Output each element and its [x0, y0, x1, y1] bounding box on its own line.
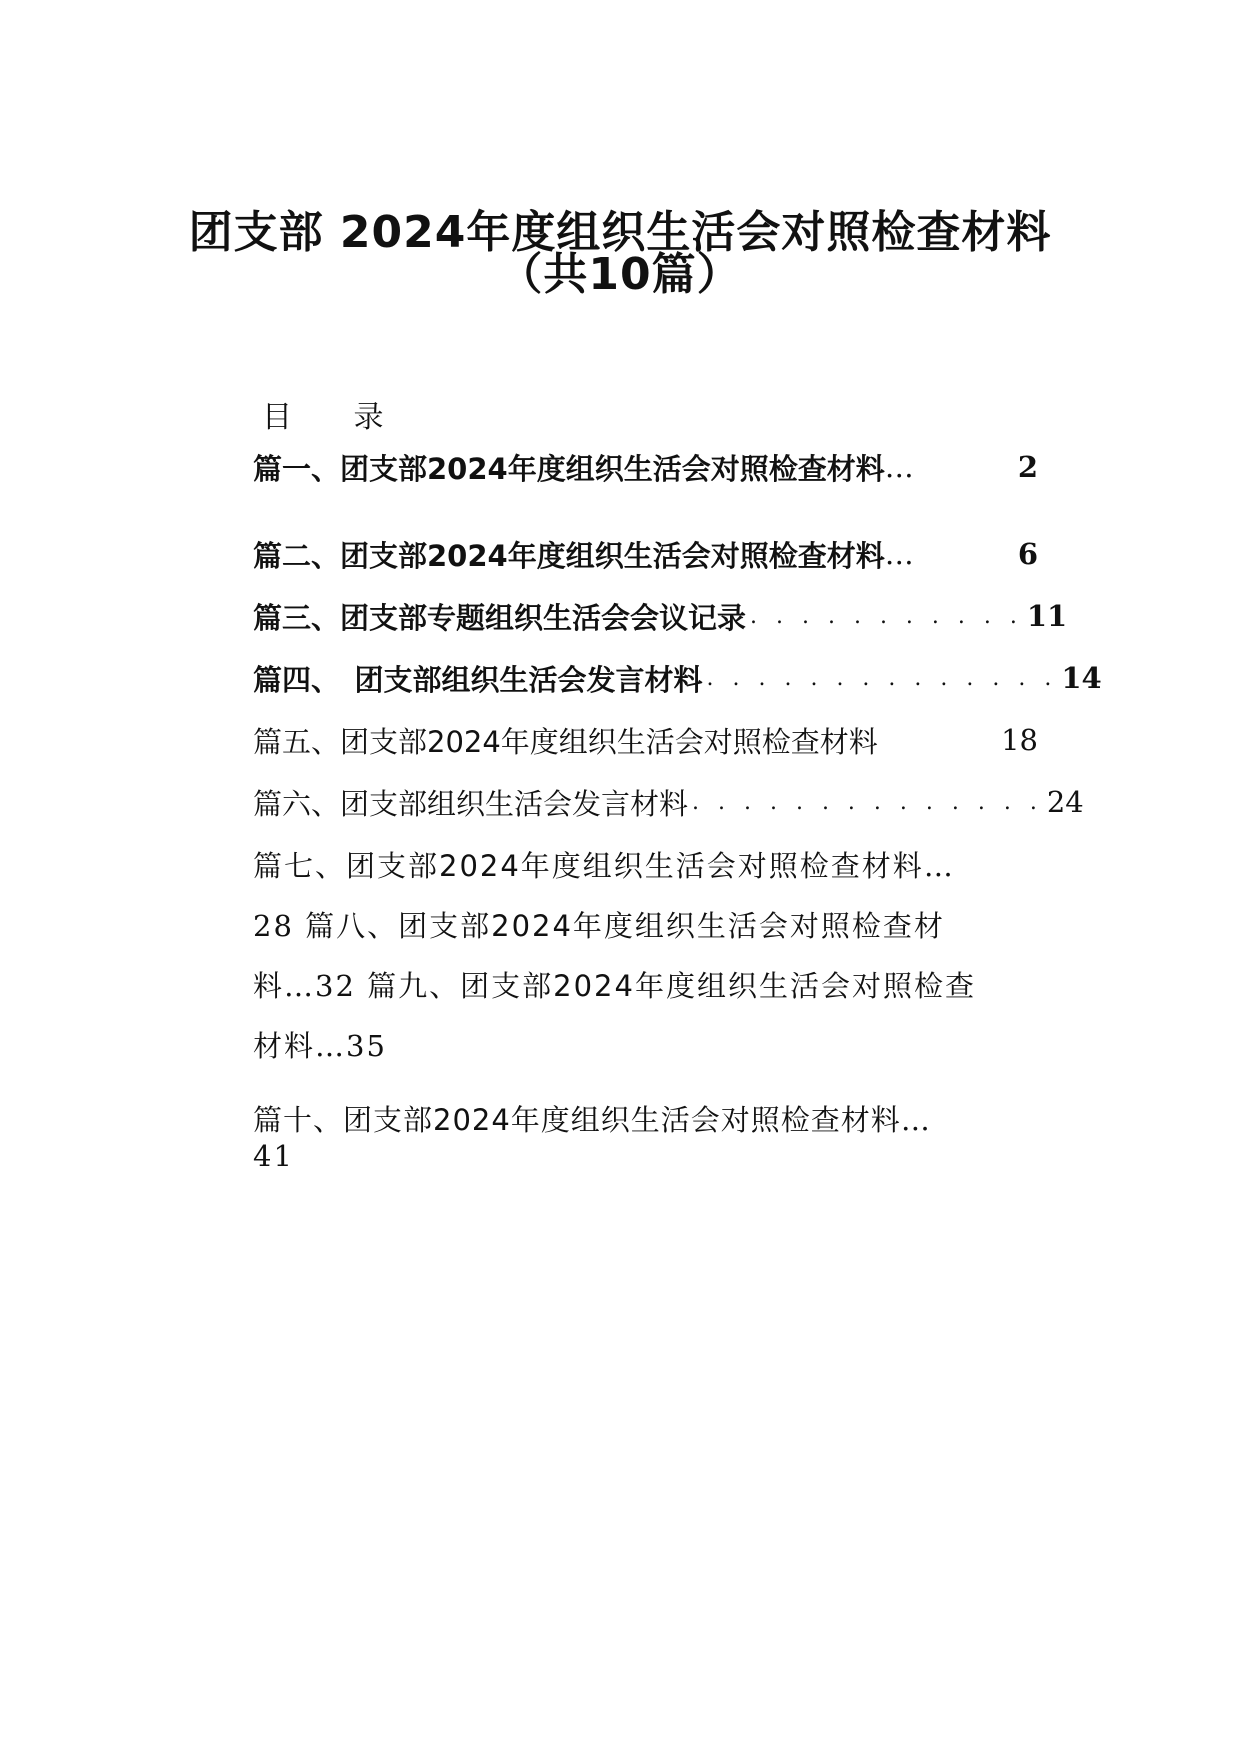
toc-entry-leader: … [884, 537, 914, 571]
toc-entry-label: 篇四、 团支部组织生活会发言材料 [253, 662, 703, 697]
toc-entry-label: 篇一、团支部2024年度组织生活会对照检查材料 [253, 451, 885, 486]
toc-wrapped-line-6 [253, 1132, 1038, 1180]
toc-entry-9[interactable]: 篇九、团支部2024年度组织生活会对照检查 [367, 969, 976, 1003]
document-subtitle: （共10篇） [498, 249, 742, 300]
toc-entry-3[interactable] [253, 592, 1068, 640]
toc-entry-page: 2 [1017, 450, 1038, 484]
toc-entry-page: 18 [1001, 723, 1038, 757]
toc-entry-7[interactable] [253, 842, 1038, 890]
toc-entry-page: 24 [1046, 785, 1084, 819]
toc-entry-9-page[interactable]: 35 [346, 1029, 387, 1063]
toc-entry-leader: . . . . . . . . . . . . . . [692, 789, 1043, 815]
toc-entry-label: 篇五、团支部2024年度组织生活会对照检查材料 [253, 724, 878, 759]
toc-entry-label: 篇十、团支部2024年度组织生活会对照检查材料 [253, 1103, 901, 1137]
toc-entry-8[interactable]: 篇八、团支部2024年度组织生活会对照检查材 [305, 909, 945, 943]
toc-entry-leader: … [923, 849, 955, 883]
toc-entry-leader: . . . . . . . . . . . [750, 603, 1023, 629]
toc-entry-9-label-end[interactable]: 材料 [253, 1029, 316, 1063]
toc-entry-label: 篇二、团支部2024年度组织生活会对照检查材料 [253, 538, 885, 573]
toc-entry-4[interactable] [253, 654, 1102, 702]
toc-entry-page: 11 [1026, 599, 1068, 633]
toc-entry-7-page[interactable]: 28 [253, 909, 294, 943]
toc-heading: 目 录 [262, 400, 410, 435]
toc-entry-10-page[interactable]: 41 [253, 1139, 294, 1173]
toc-entry-5[interactable] [253, 716, 1038, 764]
toc-entry-leader: . . . . . . . . . . . . . . [706, 665, 1058, 691]
toc-entry-9-leader: … [315, 1029, 347, 1063]
toc-entry-label: 篇六、团支部组织生活会发言材料 [253, 786, 689, 821]
toc-entry-8-page[interactable]: 32 [315, 969, 356, 1003]
toc-entry-label: 篇七、团支部2024年度组织生活会对照检查材料 [253, 849, 924, 883]
toc-entry-6[interactable] [253, 778, 1084, 826]
toc-entry-8-label-end[interactable]: 料 [253, 969, 285, 1003]
toc-entry-2[interactable] [253, 530, 1038, 578]
document-title: 团支部 2024年度组织生活会对照检查材料 [188, 207, 1052, 258]
toc-entry-label: 篇三、团支部专题组织生活会会议记录 [253, 600, 747, 635]
toc-wrapped-line-2 [253, 902, 1038, 950]
toc-entry-leader: … [900, 1103, 931, 1137]
toc-entry-page: 14 [1061, 661, 1102, 695]
toc-entry-leader: … [884, 450, 914, 484]
toc-entry-page: 6 [1017, 537, 1038, 571]
toc-wrapped-line-3 [253, 962, 1038, 1010]
toc-entry-8-leader: … [284, 969, 316, 1003]
toc-wrapped-line-4 [253, 1022, 1038, 1070]
toc-entry-1[interactable] [253, 443, 1038, 491]
